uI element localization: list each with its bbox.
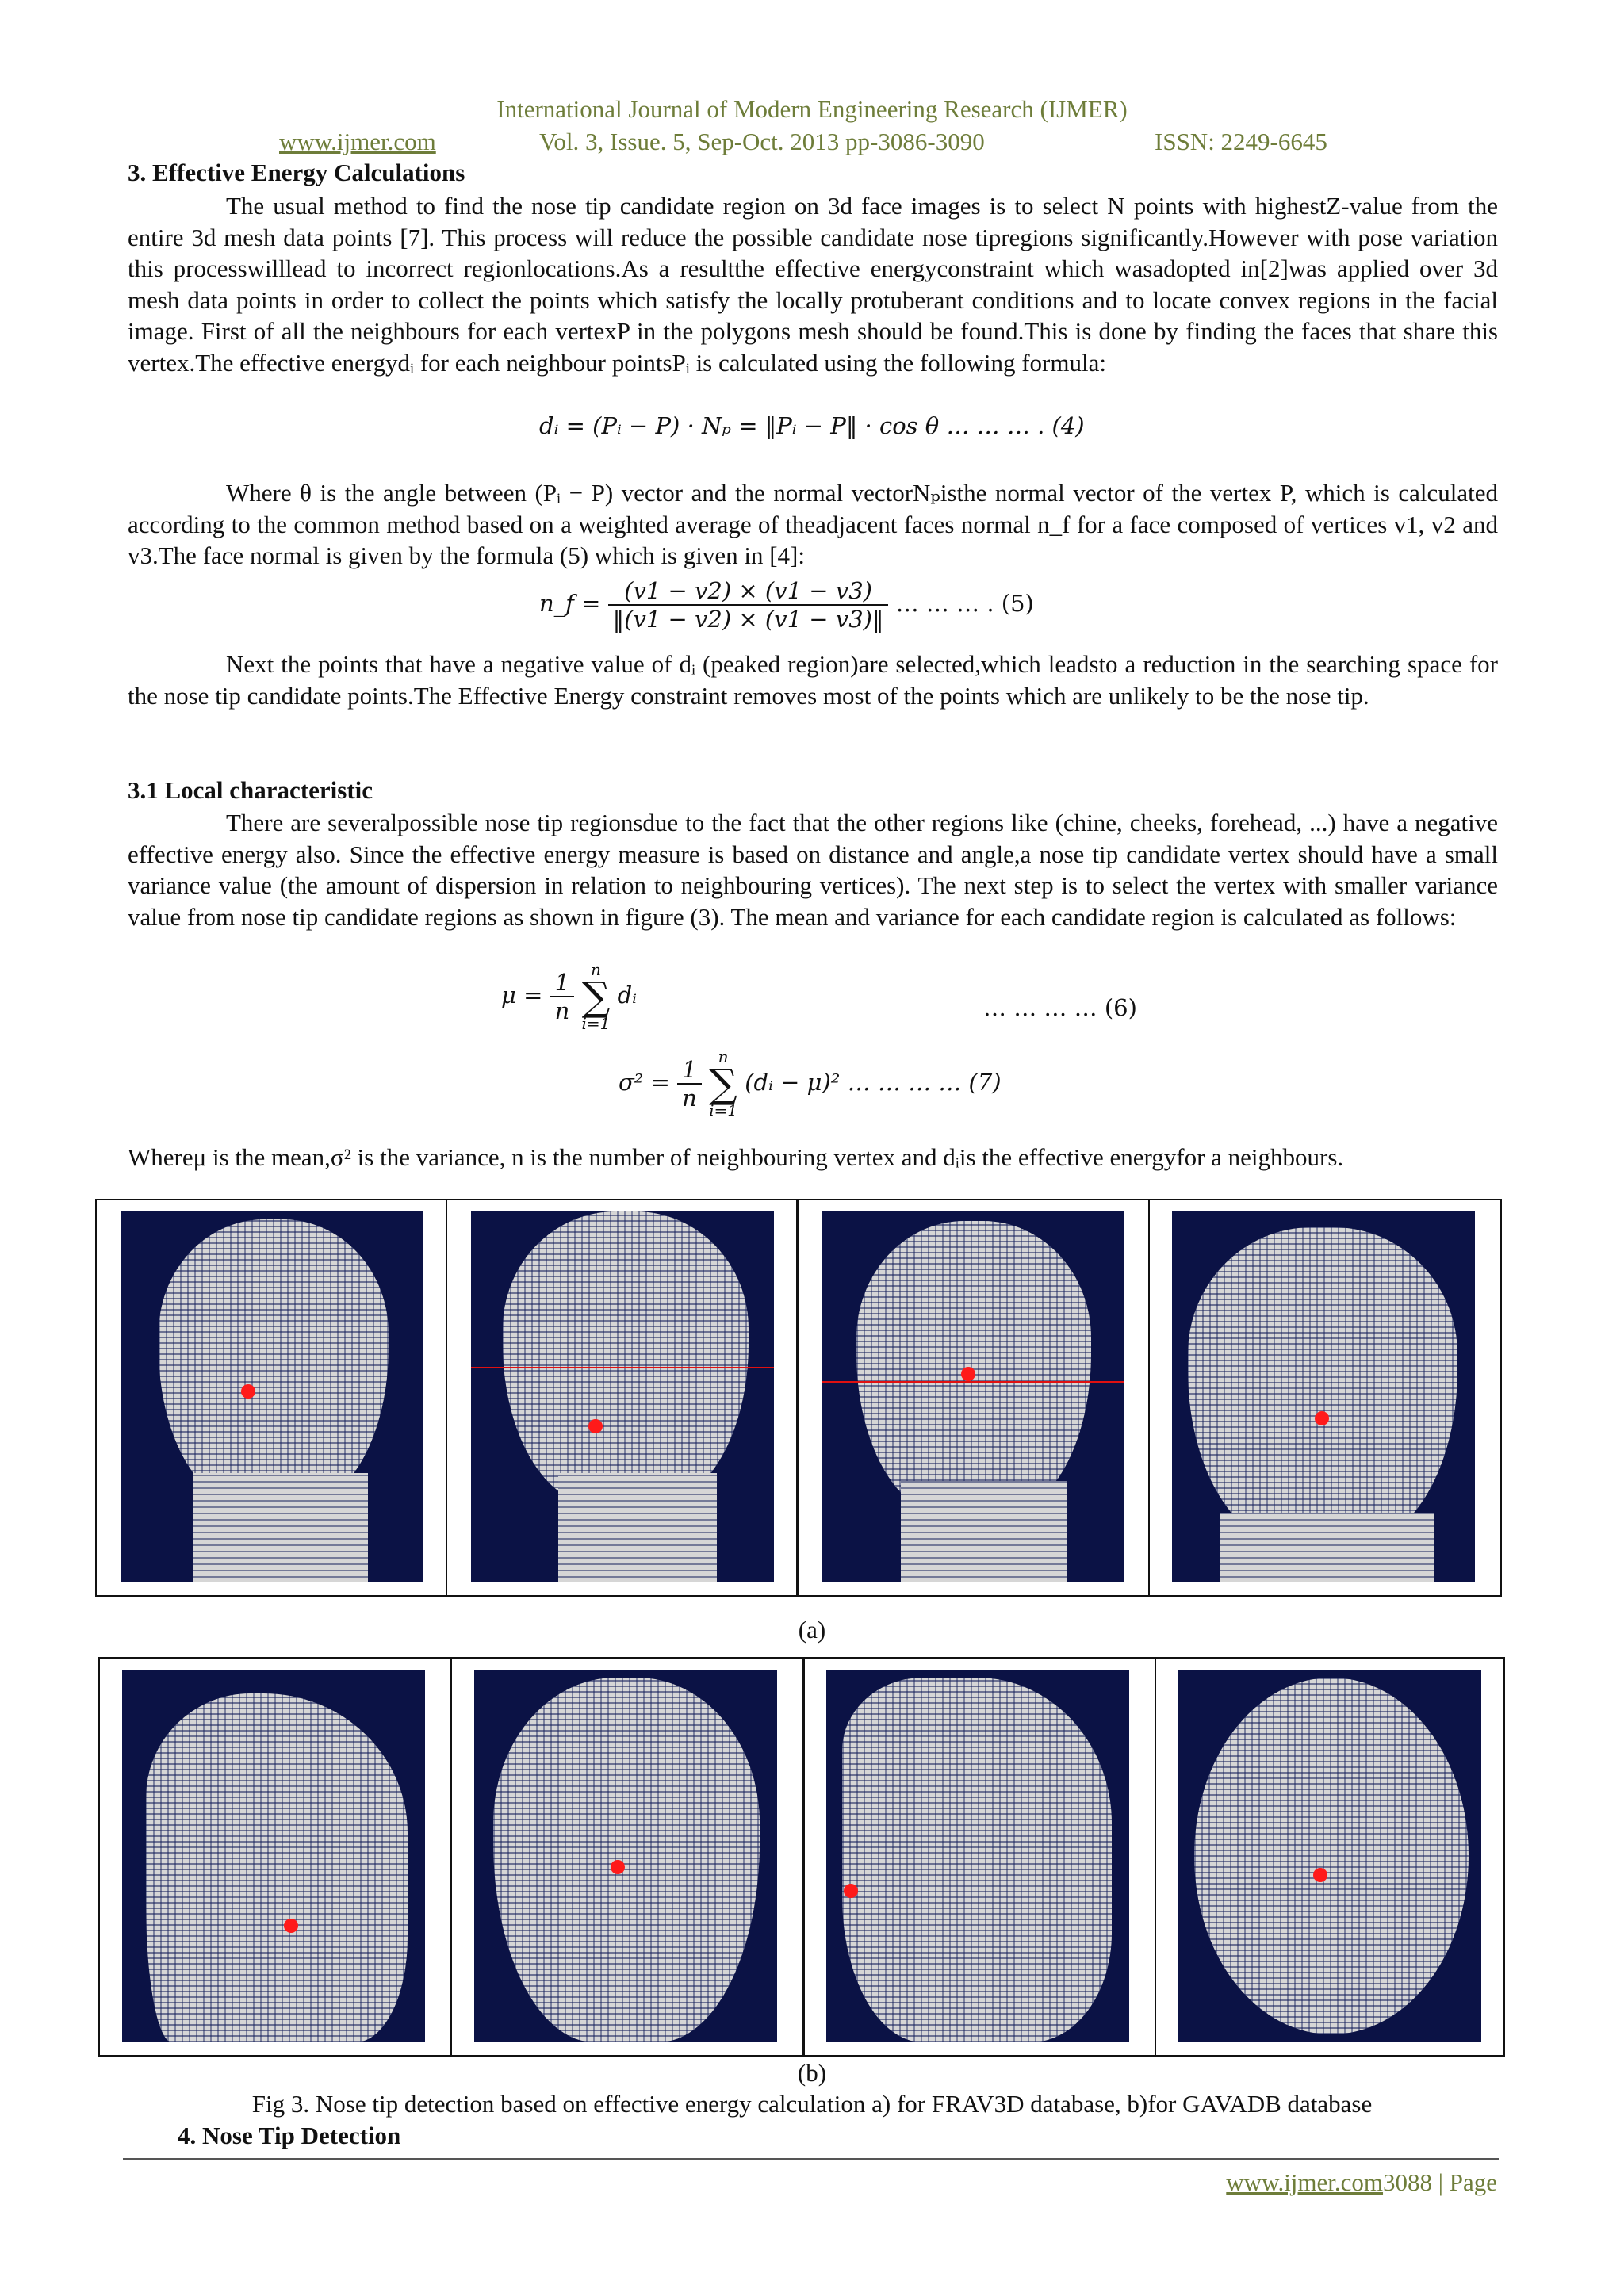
equation-6-term: dᵢ bbox=[617, 982, 638, 1008]
face-image-a1 bbox=[121, 1211, 423, 1582]
section-4-heading: 4. Nose Tip Detection bbox=[178, 2122, 401, 2149]
header-volume: Vol. 3, Issue. 5, Sep-Oct. 2013 pp-3086-3090 bbox=[539, 128, 985, 155]
face-image-a3 bbox=[822, 1211, 1124, 1582]
section-3-1-heading: 3.1 Local characteristic bbox=[128, 776, 373, 804]
sum-lower-limit: i=1 bbox=[581, 1014, 611, 1033]
figure-3a-label: (a) bbox=[798, 1616, 826, 1644]
journal-title: International Journal of Modern Engineering Research (IJMER) bbox=[496, 95, 1128, 123]
figure-3b-label: (b) bbox=[797, 2059, 827, 2087]
footer-site-link[interactable]: www.ijmer.com bbox=[1226, 2168, 1384, 2196]
header-issn: ISSN: 2249-6645 bbox=[1155, 128, 1327, 155]
equation-4: dᵢ = (Pᵢ − P) · Nₚ = ‖Pᵢ − P‖ · cos θ … … … . (4) bbox=[539, 412, 1085, 439]
equation-7-frac-numerator: 1 bbox=[677, 1056, 702, 1085]
equation-5-lhs: n_f = bbox=[539, 590, 601, 617]
equation-7-lhs: σ² = bbox=[619, 1069, 670, 1096]
equation-6-lhs: μ = bbox=[501, 982, 543, 1008]
footer-page: 3088 | Page bbox=[1383, 2168, 1497, 2196]
section-3-heading: 3. Effective Energy Calculations bbox=[128, 159, 465, 186]
equation-6: μ = $\frac{1}{n}$ n ∑ i=1 dᵢ bbox=[501, 960, 638, 1033]
equation-5-denominator: ‖(v1 − v2) × (v1 − v3)‖ bbox=[612, 606, 884, 633]
section-3-paragraph-2: Where θ is the angle between (Pᵢ − P) vector and the normal vectorNₚisthe normal vector of the vertex P, which is calculated according to the common method based on a weighted average of theadjacent faces normal n_f for a face composed of vertices v1, v2 and v3.The face normal is given by the formula (5) which is given in [4]: bbox=[128, 479, 1498, 569]
figure-3b-frame bbox=[98, 1657, 1505, 2057]
sum-upper-limit-7: n bbox=[718, 1047, 729, 1066]
face-image-b1 bbox=[122, 1670, 425, 2042]
face-image-b3 bbox=[826, 1670, 1129, 2042]
equation-6-frac-denominator: n bbox=[554, 997, 570, 1024]
equation-6-frac-numerator: 1 bbox=[550, 969, 575, 997]
footer-rule bbox=[123, 2158, 1499, 2160]
section-3-1-paragraph-1: There are severalpossible nose tip regionsdue to the fact that the other regions like (chine, cheeks, forehead, ...) have a negative effective energy also. Since the effective energy measure is based on distance and angle,a nose tip candidate vertex should have a small variance value (the amount of dispersion in relation to neighbouring vertices). The next step is to select the vertex with smaller variance value from nose tip candidate regions as shown in figure (3). The mean and variance for each candidate region is calculated as follows: bbox=[128, 809, 1498, 931]
equation-7-frac-denominator: n bbox=[682, 1085, 697, 1112]
equation-5-numerator: (v1 − v2) × (v1 − v3) bbox=[608, 577, 889, 606]
equation-5-tag: … … … . (5) bbox=[895, 590, 1034, 617]
figure-3a-frame bbox=[95, 1199, 1502, 1597]
equation-7-term: (dᵢ − μ)² … … … … (7) bbox=[745, 1069, 1002, 1096]
section-3-1-paragraph-2: Whereμ is the mean,σ² is the variance, n is the number of neighbouring vertex and dᵢis the effective energyfor a neighbours. bbox=[128, 1143, 1344, 1171]
figure-3-caption: Fig 3. Nose tip detection based on effective energy calculation a) for FRAV3D database, b)for GAVADB database bbox=[251, 2090, 1373, 2118]
footer bbox=[1226, 2168, 1497, 2197]
face-image-a2 bbox=[471, 1211, 774, 1582]
sum-lower-limit-7: i=1 bbox=[709, 1101, 737, 1120]
header-site-link[interactable]: www.ijmer.com bbox=[279, 128, 436, 155]
section-3-paragraph-3: Next the points that have a negative value of dᵢ (peaked region)are selected,which leadsto a reduction in the searching space for the nose tip candidate points.The Effective Energy constraint removes most of the points which are unlikely to be the nose tip. bbox=[128, 650, 1498, 710]
sum-upper-limit: n bbox=[591, 960, 601, 979]
equation-6-tag: … … … … (6) bbox=[983, 994, 1137, 1021]
equation-7: σ² = $\frac{1}{n}$ n ∑ i=1 (dᵢ − μ)² … … … … (7) bbox=[619, 1047, 1002, 1120]
face-image-b2 bbox=[474, 1670, 777, 2042]
face-image-a4 bbox=[1172, 1211, 1475, 1582]
section-3-paragraph-1: The usual method to find the nose tip candidate region on 3d face images is to select N points with highestZ-value from the entire 3d mesh data points [7]. This process will reduce the possible candidate nose tipregions significantly.However with pose variation this processwilllead to incorrect regionlocations.As a resultthe effective energyconstraint which wasadopted in[2]was applied over 3d mesh data points in order to collect the points which satisfy the locally protuberant conditions and to locate convex regions in the facial image. First of all the neighbours for each vertexP in the polygons mesh should be found.This is done by finding the faces that share this vertex.The effective energydᵢ for each neighbour pointsPᵢ is calculated using the following formula: bbox=[128, 192, 1498, 377]
face-image-b4 bbox=[1178, 1670, 1481, 2042]
equation-5 bbox=[539, 577, 1034, 633]
